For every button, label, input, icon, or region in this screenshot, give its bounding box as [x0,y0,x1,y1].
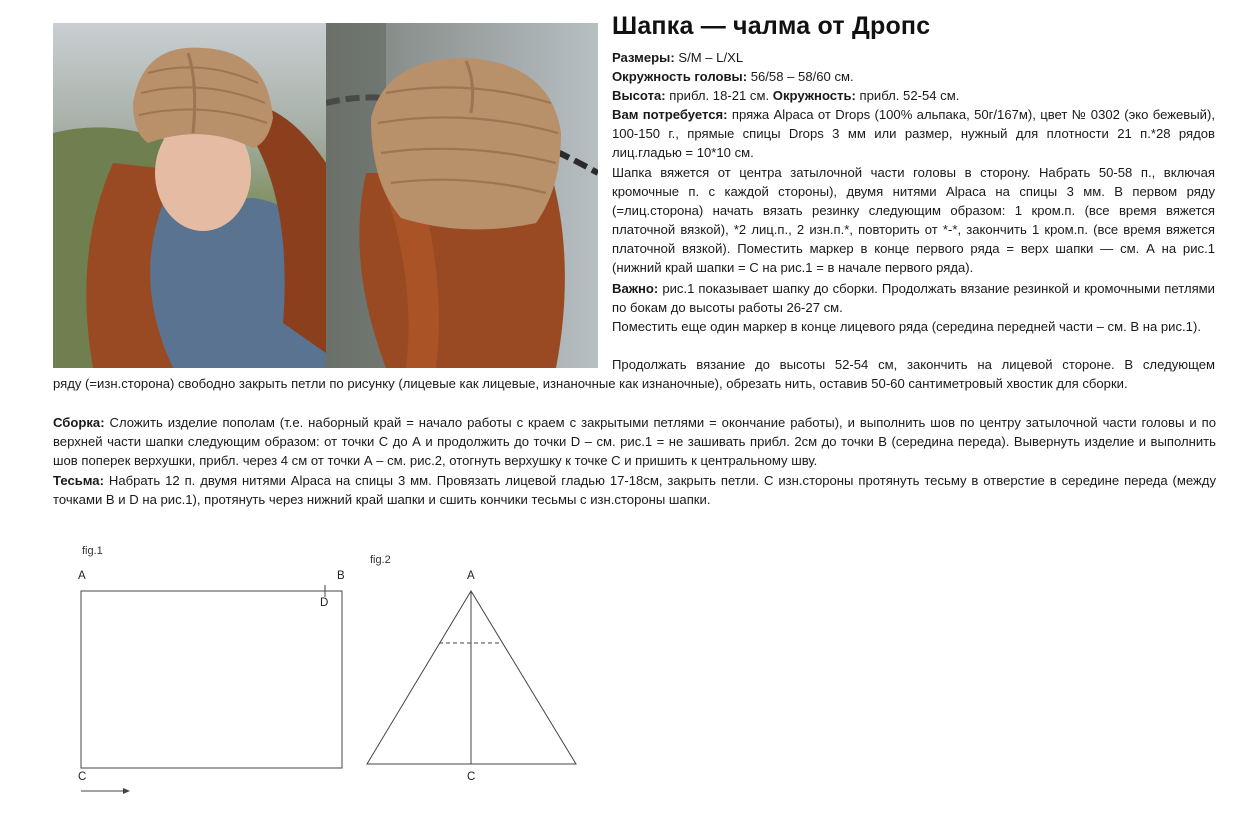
assembly-label: Сборка: [53,415,105,430]
spec-height-label: Высота: [612,88,666,103]
main-paragraph: Шапка вяжется от центра затылочной части головы в сторону. Набрать 50-58 п., включая кромочные п. с каждой стороны), двумя нитями Alpaca на спицы 3 мм. В первом ряду (=лиц.сторона) начать вязать резинку следующим образом: 1 кром.п. (все время вяжется платочной вязкой), *2 лиц.п., 2 изн.п.*, повторить от *-*, закончить 1 кром.п. (все время вяжется платочной вязкой). Поместить маркер в конце первого ряда = верх шапки — см. А на рис.1 (нижний край шапки = С на рис.1 = в начале первого ряда). [612,165,1215,276]
spec-sizes-label: Размеры: [612,50,675,65]
fig1-point-b: B [337,570,345,582]
spec-sizes-value: S/M – L/XL [678,50,744,65]
ribbon-label: Тесьма: [53,473,104,488]
spec-head [612,67,854,86]
assembly-paragraph [53,413,1216,470]
fig2-point-c: C [467,771,476,783]
continue-paragraph-rest: ряду (=изн.сторона) свободно закрыть петли по рисунку (лицевые как лицевые, изнаночные как изнаночные), обрезать нить, оставив 50-60 сантиметровый хвостик для сборки. [53,376,1128,391]
fig2-point-a: A [467,570,475,582]
spec-circ-value: прибл. 52-54 см. [859,88,960,103]
page-title: Шапка — чалма от Дропс [612,12,931,40]
important-paragraph [612,279,1215,317]
spec-circ-label: Окружность: [772,88,856,103]
materials-text: пряжа Alpaca от Drops (100% альпака, 50г/167м), цвет № 0302 (эко бежевый), 100-150 г., прямые спицы Drops 3 мм или размер, нужный для плотности 21 п.*28 рядов лиц.гладью = 10*10 см. [612,107,1215,161]
fig1-point-d: D [320,597,329,609]
arrow-head-icon [123,788,130,794]
fig1-rectangle [81,591,342,768]
fig1-point-c: C [78,771,87,783]
important-label: Важно: [612,281,659,296]
photo-woman-back [326,23,598,368]
spec-height-value: прибл. 18-21 см. [669,88,770,103]
assembly-text: Сложить изделие пополам (т.е. наборный край = начало работы с краем с закрытыми петлями = окончание работы), и выполнить шов по центру затылочной части головы и по верхней части шапки следующим образом: от точки С до А и продолжить до точки D – см. рис.1 = не зашивать прибл. 2см до точки В (середина переда). Вывернуть изделие и выполнить шов поперек верхушки, прибл. через 4 см от точки А – см. рис.2, отогнуть верхушку к точке С и пришить к центральному шву. [53,415,1216,469]
photo-woman-front [53,23,326,368]
fig1-label: fig.1 [82,545,103,557]
materials-paragraph [612,105,1215,162]
ribbon-paragraph [53,471,1216,509]
marker-paragraph: Поместить еще один маркер в конце лицевого ряда (середина передней части – см. В на рис.1). [612,319,1201,334]
spec-height [612,86,959,105]
continue-paragraph-line1: Продолжать вязание до высоты 52-54 см, закончить на лицевой стороне. В следующем [612,357,1215,372]
fig1-point-a: A [78,570,86,582]
fig2-label: fig.2 [370,554,391,566]
fig1-diagram [70,580,360,800]
fig2-diagram [360,580,590,770]
important-text: рис.1 показывает шапку до сборки. Продолжать вязание резинкой и кромочными петлями по бокам до высоты работы 26-27 см. [612,281,1215,316]
materials-label: Вам потребуется: [612,107,728,122]
spec-sizes [612,48,743,67]
spec-head-value: 56/58 – 58/60 см. [750,69,854,84]
ribbon-text: Набрать 12 п. двумя нитями Alpaca на спицы 3 мм. Провязать лицевой гладью 17-18см, закрыть петли. С изн.стороны протянуть тесьму в отверстие в середине переда (между точками В и D на рис.1), протянуть через нижний край шапки и сшить кончики тесьмы с изн.стороны шапки. [53,473,1216,508]
spec-head-label: Окружность головы: [612,69,748,84]
